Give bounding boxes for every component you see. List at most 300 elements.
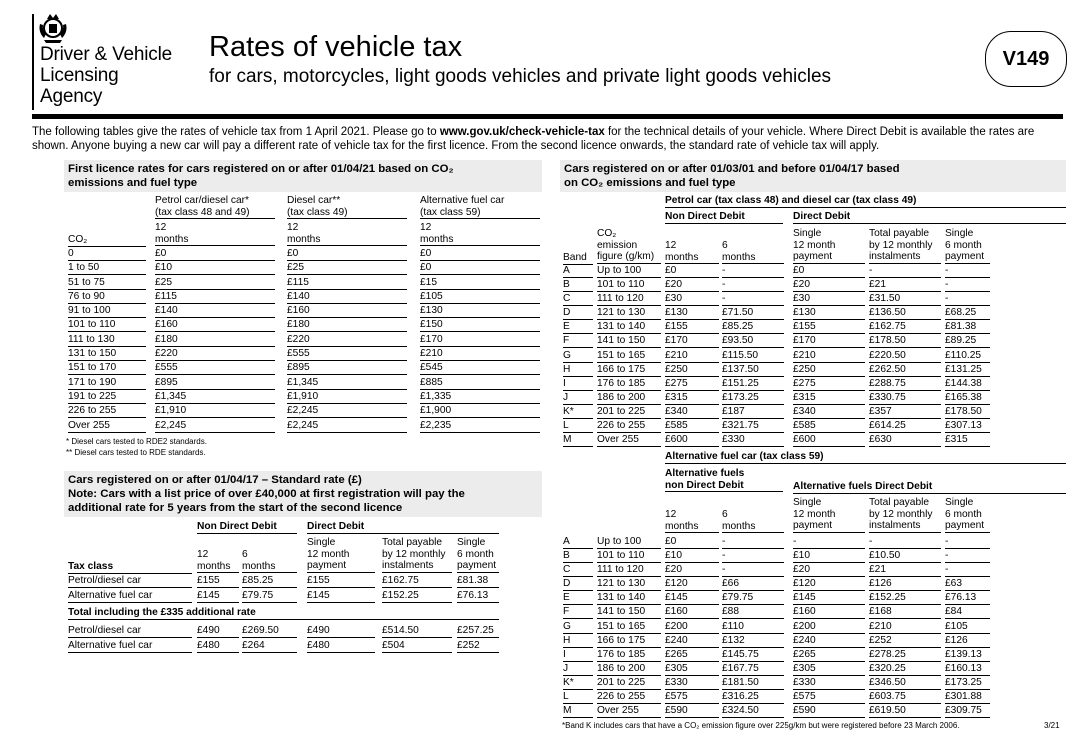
- table-cell: 111 to 120: [597, 564, 661, 577]
- table-cell: £278.25: [869, 649, 941, 662]
- table-cell: £250: [793, 364, 865, 377]
- table-cell: Petrol/diesel car: [68, 575, 192, 588]
- table-cell: £590: [793, 705, 865, 718]
- table-cell: 191 to 225: [68, 391, 146, 404]
- table-cell: £0: [155, 248, 275, 261]
- table-cell: H: [563, 635, 593, 648]
- table-cell: £93.50: [722, 335, 784, 348]
- table-cell: -: [722, 564, 784, 577]
- first-licence-heading: First licence rates for cars registered on or after 01/04/21 based on CO₂ emissions and fuel type: [64, 160, 542, 192]
- table-cell: 76 to 90: [68, 291, 146, 304]
- table-cell: £180: [155, 334, 275, 347]
- page-number: 3/21: [1044, 721, 1060, 730]
- table-cell: £1,910: [287, 391, 407, 404]
- table-cell: £20: [665, 279, 719, 292]
- table-cell: £145.75: [722, 649, 784, 662]
- std-6m-header: 6 months: [242, 549, 297, 573]
- table-cell: £2,245: [287, 405, 407, 418]
- table-cell: 131 to 140: [597, 592, 661, 605]
- table-cell: £10: [155, 262, 275, 275]
- intro-text: The following tables give the rates of vehicle tax from 1 April 2021. Please go to www.gov.uk/check-vehicle-tax for the technical details of your vehicle. Where Direct Debit is available the rates are shown. Anyone buying a new car will pay a different rate of vehicle tax for the first licence. From the second licence onwards, the standard rate of vehicle tax will apply.: [32, 126, 1035, 152]
- table-cell: £330: [665, 677, 719, 690]
- col-header-alt: Alternative fuel car (tax class 59): [420, 195, 540, 219]
- std-12m-header: 12 months: [197, 549, 239, 573]
- table-cell: £155: [197, 575, 239, 588]
- months-header-petrol: 12 months: [155, 222, 275, 246]
- table-cell: £305: [793, 663, 865, 676]
- table-cell: £600: [665, 434, 719, 447]
- table-cell: £150: [420, 319, 540, 332]
- table-cell: J: [563, 392, 593, 405]
- table-cell: 226 to 255: [597, 420, 661, 433]
- table-cell: I: [563, 649, 593, 662]
- table-cell: £0: [420, 262, 540, 275]
- header-rule: [32, 114, 1063, 119]
- table-cell: £15: [420, 277, 540, 290]
- table-cell: £115: [287, 277, 407, 290]
- table-cell: £140: [287, 291, 407, 304]
- table-cell: £275: [665, 378, 719, 391]
- table-cell: £324.50: [722, 705, 784, 718]
- table-cell: £315: [665, 392, 719, 405]
- table-cell: 226 to 255: [68, 405, 146, 418]
- table-cell: £264: [242, 640, 297, 653]
- table-cell: £315: [793, 392, 865, 405]
- col-header-diesel: Diesel car** (tax class 49): [287, 195, 407, 219]
- std-single-header: Single 12 month payment: [307, 537, 375, 573]
- table-cell: £30: [793, 293, 865, 306]
- table-cell: 141 to 150: [597, 335, 661, 348]
- table-cell: £170: [665, 335, 719, 348]
- table-cell: £1,910: [155, 405, 275, 418]
- table-cell: £490: [197, 625, 239, 638]
- table-cell: L: [563, 691, 593, 704]
- table-cell: £71.50: [722, 307, 784, 320]
- band-rates-heading: Cars registered on or after 01/03/01 and before 01/04/17 based on CO₂ emissions and fuel type: [560, 160, 1066, 192]
- table-cell: £220: [155, 348, 275, 361]
- table-cell: £76.13: [945, 592, 990, 605]
- table-cell: £321.75: [722, 420, 784, 433]
- table-cell: £252: [457, 640, 499, 653]
- table-cell: £170: [793, 335, 865, 348]
- band-k-footnote: *Band K includes cars that have a CO₂ emission figure over 225g/km but were registered before 23 March 2006.: [562, 721, 960, 730]
- band-col-12m: 12 months: [665, 240, 719, 264]
- table-cell: £2,245: [287, 420, 407, 433]
- table-cell: £210: [869, 621, 941, 634]
- first-licence-footnote-1: * Diesel cars tested to RDE2 standards.: [66, 437, 207, 446]
- std-non-dd-heading: Non Direct Debit: [197, 521, 297, 534]
- table-cell: £630: [869, 434, 941, 447]
- table-cell: £136.50: [869, 307, 941, 320]
- table-cell: £139.13: [945, 649, 990, 662]
- table-cell: £178.50: [945, 406, 990, 419]
- table-cell: Alternative fuel car: [68, 590, 192, 603]
- table-cell: £170: [420, 334, 540, 347]
- table-cell: £131.25: [945, 364, 990, 377]
- table-cell: £130: [665, 307, 719, 320]
- table-cell: £545: [420, 362, 540, 375]
- table-cell: £81.38: [945, 321, 990, 334]
- table-cell: £619.50: [869, 705, 941, 718]
- table-cell: £162.75: [869, 321, 941, 334]
- table-cell: £340: [793, 406, 865, 419]
- table-cell: £585: [793, 420, 865, 433]
- table-cell: B: [563, 279, 593, 292]
- table-cell: L: [563, 420, 593, 433]
- table-cell: £575: [665, 691, 719, 704]
- table-cell: -: [945, 536, 990, 549]
- table-cell: £275: [793, 378, 865, 391]
- table-cell: K*: [563, 406, 593, 419]
- table-cell: £346.50: [869, 677, 941, 690]
- logo-divider: [32, 14, 34, 110]
- table-cell: 226 to 255: [597, 691, 661, 704]
- table-cell: £120: [793, 578, 865, 591]
- table-cell: £10: [793, 550, 865, 563]
- table-cell: £76.13: [457, 590, 499, 603]
- table-cell: £603.75: [869, 691, 941, 704]
- std-tax-class-header: Tax class: [68, 561, 192, 574]
- table-cell: £132: [722, 635, 784, 648]
- table-cell: £173.25: [722, 392, 784, 405]
- table-cell: £152.25: [869, 592, 941, 605]
- alt-col-total: Total payable by 12 monthly instalments: [869, 497, 941, 533]
- table-cell: 111 to 120: [597, 293, 661, 306]
- band-col-band: Band: [563, 252, 593, 265]
- table-cell: 91 to 100: [68, 305, 146, 318]
- table-cell: £200: [793, 621, 865, 634]
- table-cell: -: [945, 550, 990, 563]
- table-cell: £600: [793, 434, 865, 447]
- table-cell: E: [563, 321, 593, 334]
- table-cell: £25: [287, 262, 407, 275]
- alt-col-single: Single 12 month payment: [793, 497, 865, 533]
- table-cell: A: [563, 536, 593, 549]
- table-cell: £126: [945, 635, 990, 648]
- table-cell: £160: [287, 305, 407, 318]
- table-cell: £1,345: [287, 377, 407, 390]
- months-header-diesel: 12 months: [287, 222, 407, 246]
- table-cell: G: [563, 621, 593, 634]
- table-cell: 101 to 110: [597, 279, 661, 292]
- table-cell: £165.38: [945, 392, 990, 405]
- dvla-logo: [32, 10, 192, 110]
- table-cell: £330: [722, 434, 784, 447]
- std-total-header: Total payable by 12 monthly instalments: [382, 537, 452, 573]
- table-cell: £68.25: [945, 307, 990, 320]
- table-cell: £265: [793, 649, 865, 662]
- table-cell: F: [563, 335, 593, 348]
- table-cell: £140: [155, 305, 275, 318]
- table-cell: -: [945, 564, 990, 577]
- table-cell: £105: [945, 621, 990, 634]
- table-cell: C: [563, 293, 593, 306]
- table-cell: £1,900: [420, 405, 540, 418]
- alt-dd-heading: Alternative fuels Direct Debit: [793, 481, 1066, 494]
- band-col-single6: Single 6 month payment: [945, 228, 990, 264]
- table-cell: £160: [155, 319, 275, 332]
- table-cell: £84: [945, 606, 990, 619]
- page-subtitle: for cars, motorcycles, light goods vehicles and private light goods vehicles: [209, 66, 832, 87]
- table-cell: £88: [722, 606, 784, 619]
- table-cell: £490: [307, 625, 375, 638]
- table-cell: £210: [793, 350, 865, 363]
- table-cell: £85.25: [722, 321, 784, 334]
- table-cell: £144.38: [945, 378, 990, 391]
- table-cell: 141 to 150: [597, 606, 661, 619]
- petrol-diesel-heading: Petrol car (tax class 48) and diesel car (tax class 49): [665, 195, 1066, 208]
- std-single6-header: Single 6 month payment: [457, 537, 499, 573]
- table-cell: £555: [155, 362, 275, 375]
- table-cell: £220: [287, 334, 407, 347]
- col-header-co2: CO₂: [68, 234, 146, 247]
- table-cell: £160.13: [945, 663, 990, 676]
- agency-name: Driver & Vehicle Licensing Agency: [40, 44, 172, 107]
- table-cell: £1,335: [420, 391, 540, 404]
- table-cell: £89.25: [945, 335, 990, 348]
- table-cell: £155: [665, 321, 719, 334]
- table-cell: 166 to 175: [597, 635, 661, 648]
- table-cell: £307.13: [945, 420, 990, 433]
- table-cell: £63: [945, 578, 990, 591]
- table-cell: 186 to 200: [597, 392, 661, 405]
- alt-col-12m: 12 months: [665, 509, 719, 533]
- table-cell: £173.25: [945, 677, 990, 690]
- table-cell: 151 to 165: [597, 621, 661, 634]
- table-cell: Petrol/diesel car: [68, 625, 192, 638]
- table-cell: D: [563, 578, 593, 591]
- table-cell: 1 to 50: [68, 262, 146, 275]
- table-cell: £31.50: [869, 293, 941, 306]
- table-cell: £504: [382, 640, 452, 653]
- table-cell: -: [722, 279, 784, 292]
- table-cell: 151 to 165: [597, 350, 661, 363]
- table-cell: £151.25: [722, 378, 784, 391]
- table-cell: 201 to 225: [597, 677, 661, 690]
- table-cell: G: [563, 350, 593, 363]
- table-cell: £115.50: [722, 350, 784, 363]
- table-cell: £162.75: [382, 575, 452, 588]
- table-cell: F: [563, 606, 593, 619]
- table-cell: £20: [665, 564, 719, 577]
- table-cell: 166 to 175: [597, 364, 661, 377]
- col-header-petrol: Petrol car/diesel car* (tax class 48 and 49): [155, 195, 275, 219]
- table-cell: £21: [869, 279, 941, 292]
- table-cell: £167.75: [722, 663, 784, 676]
- table-cell: I: [563, 378, 593, 391]
- table-cell: 121 to 130: [597, 307, 661, 320]
- table-cell: 101 to 110: [68, 319, 146, 332]
- table-cell: £590: [665, 705, 719, 718]
- table-cell: £160: [665, 606, 719, 619]
- band-col-single: Single 12 month payment: [793, 228, 865, 264]
- table-cell: £0: [420, 248, 540, 261]
- table-cell: £330.75: [869, 392, 941, 405]
- table-cell: £315: [945, 434, 990, 447]
- std-dd-heading: Direct Debit: [307, 521, 499, 534]
- table-cell: £10.50: [869, 550, 941, 563]
- table-cell: £357: [869, 406, 941, 419]
- table-cell: £20: [793, 564, 865, 577]
- table-cell: £252: [869, 635, 941, 648]
- additional-rate-heading: Total including the £335 additional rate: [68, 607, 499, 620]
- table-cell: £210: [665, 350, 719, 363]
- table-cell: £126: [869, 578, 941, 591]
- table-cell: £137.50: [722, 364, 784, 377]
- table-cell: £79.75: [242, 590, 297, 603]
- standard-rate-heading: Cars registered on or after 01/04/17 – Standard rate (£) Note: Cars with a list price of over £40,000 at first registration will pay the additional rate for 5 years from the start of the second licence: [64, 471, 542, 517]
- alt-col-6m: 6 months: [722, 509, 784, 533]
- table-cell: £514.50: [382, 625, 452, 638]
- table-cell: £0: [665, 265, 719, 278]
- band-col-6m: 6 months: [722, 240, 784, 264]
- table-cell: £585: [665, 420, 719, 433]
- table-cell: £115: [155, 291, 275, 304]
- table-cell: £25: [155, 277, 275, 290]
- first-licence-footnote-2: ** Diesel cars tested to RDE standards.: [66, 448, 206, 457]
- table-cell: 121 to 130: [597, 578, 661, 591]
- table-cell: 151 to 170: [68, 362, 146, 375]
- band-non-dd-heading: Non Direct Debit: [665, 211, 783, 224]
- table-cell: £180: [287, 319, 407, 332]
- page-title: Rates of vehicle tax: [209, 31, 463, 63]
- table-cell: £265: [665, 649, 719, 662]
- band-col-co2: CO₂ emission figure (g/km): [597, 228, 661, 264]
- table-cell: £187: [722, 406, 784, 419]
- table-cell: -: [722, 550, 784, 563]
- table-cell: £145: [665, 592, 719, 605]
- table-cell: £120: [665, 578, 719, 591]
- table-cell: £85.25: [242, 575, 297, 588]
- table-cell: £340: [665, 406, 719, 419]
- table-cell: £240: [793, 635, 865, 648]
- table-cell: £2,245: [155, 420, 275, 433]
- table-cell: -: [945, 279, 990, 292]
- table-cell: £0: [793, 265, 865, 278]
- table-cell: £0: [665, 536, 719, 549]
- table-cell: £269.50: [242, 625, 297, 638]
- form-code-badge: V149: [985, 31, 1067, 87]
- table-cell: £130: [420, 305, 540, 318]
- table-cell: £480: [307, 640, 375, 653]
- table-cell: £575: [793, 691, 865, 704]
- table-cell: -: [722, 293, 784, 306]
- table-cell: £110: [722, 621, 784, 634]
- table-cell: -: [945, 293, 990, 306]
- table-cell: £240: [665, 635, 719, 648]
- table-cell: E: [563, 592, 593, 605]
- months-header-alt: 12 months: [420, 222, 540, 246]
- table-cell: B: [563, 550, 593, 563]
- table-cell: M: [563, 705, 593, 718]
- table-cell: £105: [420, 291, 540, 304]
- table-cell: £210: [420, 348, 540, 361]
- table-cell: £555: [287, 348, 407, 361]
- table-cell: 176 to 185: [597, 649, 661, 662]
- table-cell: J: [563, 663, 593, 676]
- table-cell: £155: [307, 575, 375, 588]
- table-cell: Alternative fuel car: [68, 640, 192, 653]
- table-cell: H: [563, 364, 593, 377]
- table-cell: £168: [869, 606, 941, 619]
- table-cell: 0: [68, 248, 146, 261]
- table-cell: £288.75: [869, 378, 941, 391]
- table-cell: £301.88: [945, 691, 990, 704]
- table-cell: £309.75: [945, 705, 990, 718]
- band-dd-heading: Direct Debit: [793, 211, 1066, 224]
- table-cell: 111 to 130: [68, 334, 146, 347]
- table-cell: -: [945, 265, 990, 278]
- table-cell: £614.25: [869, 420, 941, 433]
- table-cell: Over 255: [597, 705, 661, 718]
- table-cell: -: [722, 536, 784, 549]
- table-cell: 171 to 190: [68, 377, 146, 390]
- table-cell: £160: [793, 606, 865, 619]
- table-cell: £895: [287, 362, 407, 375]
- table-cell: M: [563, 434, 593, 447]
- table-cell: K*: [563, 677, 593, 690]
- table-cell: 176 to 185: [597, 378, 661, 391]
- table-cell: -: [722, 265, 784, 278]
- table-cell: £895: [155, 377, 275, 390]
- table-cell: £480: [197, 640, 239, 653]
- table-cell: £110.25: [945, 350, 990, 363]
- table-cell: 186 to 200: [597, 663, 661, 676]
- table-cell: £20: [793, 279, 865, 292]
- table-cell: Over 255: [68, 420, 146, 433]
- table-cell: 51 to 75: [68, 277, 146, 290]
- table-cell: -: [793, 536, 865, 549]
- table-cell: -: [869, 265, 941, 278]
- table-cell: D: [563, 307, 593, 320]
- alt-fuel-heading: Alternative fuel car (tax class 59): [665, 451, 1066, 464]
- table-cell: £316.25: [722, 691, 784, 704]
- table-cell: £79.75: [722, 592, 784, 605]
- alt-col-single6: Single 6 month payment: [945, 497, 990, 533]
- table-cell: £305: [665, 663, 719, 676]
- check-vehicle-tax-link[interactable]: www.gov.uk/check-vehicle-tax: [439, 126, 605, 138]
- table-cell: 131 to 140: [597, 321, 661, 334]
- table-cell: £21: [869, 564, 941, 577]
- band-col-total: Total payable by 12 monthly instalments: [869, 228, 941, 264]
- royal-crest-icon: [36, 10, 70, 44]
- table-cell: £145: [197, 590, 239, 603]
- table-cell: £145: [307, 590, 375, 603]
- table-cell: -: [869, 536, 941, 549]
- table-cell: £81.38: [457, 575, 499, 588]
- table-cell: £181.50: [722, 677, 784, 690]
- table-cell: Up to 100: [597, 536, 661, 549]
- table-cell: £257.25: [457, 625, 499, 638]
- table-cell: £178.50: [869, 335, 941, 348]
- table-cell: 201 to 225: [597, 406, 661, 419]
- table-cell: C: [563, 564, 593, 577]
- table-cell: Over 255: [597, 434, 661, 447]
- table-cell: A: [563, 265, 593, 278]
- table-cell: 101 to 110: [597, 550, 661, 563]
- table-cell: £145: [793, 592, 865, 605]
- table-cell: £152.25: [382, 590, 452, 603]
- table-cell: £200: [665, 621, 719, 634]
- alt-non-dd-heading: Alternative fuels non Direct Debit: [665, 468, 783, 492]
- table-cell: £130: [793, 307, 865, 320]
- table-cell: £66: [722, 578, 784, 591]
- table-cell: £250: [665, 364, 719, 377]
- table-cell: £10: [665, 550, 719, 563]
- table-cell: £330: [793, 677, 865, 690]
- table-cell: £220.50: [869, 350, 941, 363]
- table-cell: 131 to 150: [68, 348, 146, 361]
